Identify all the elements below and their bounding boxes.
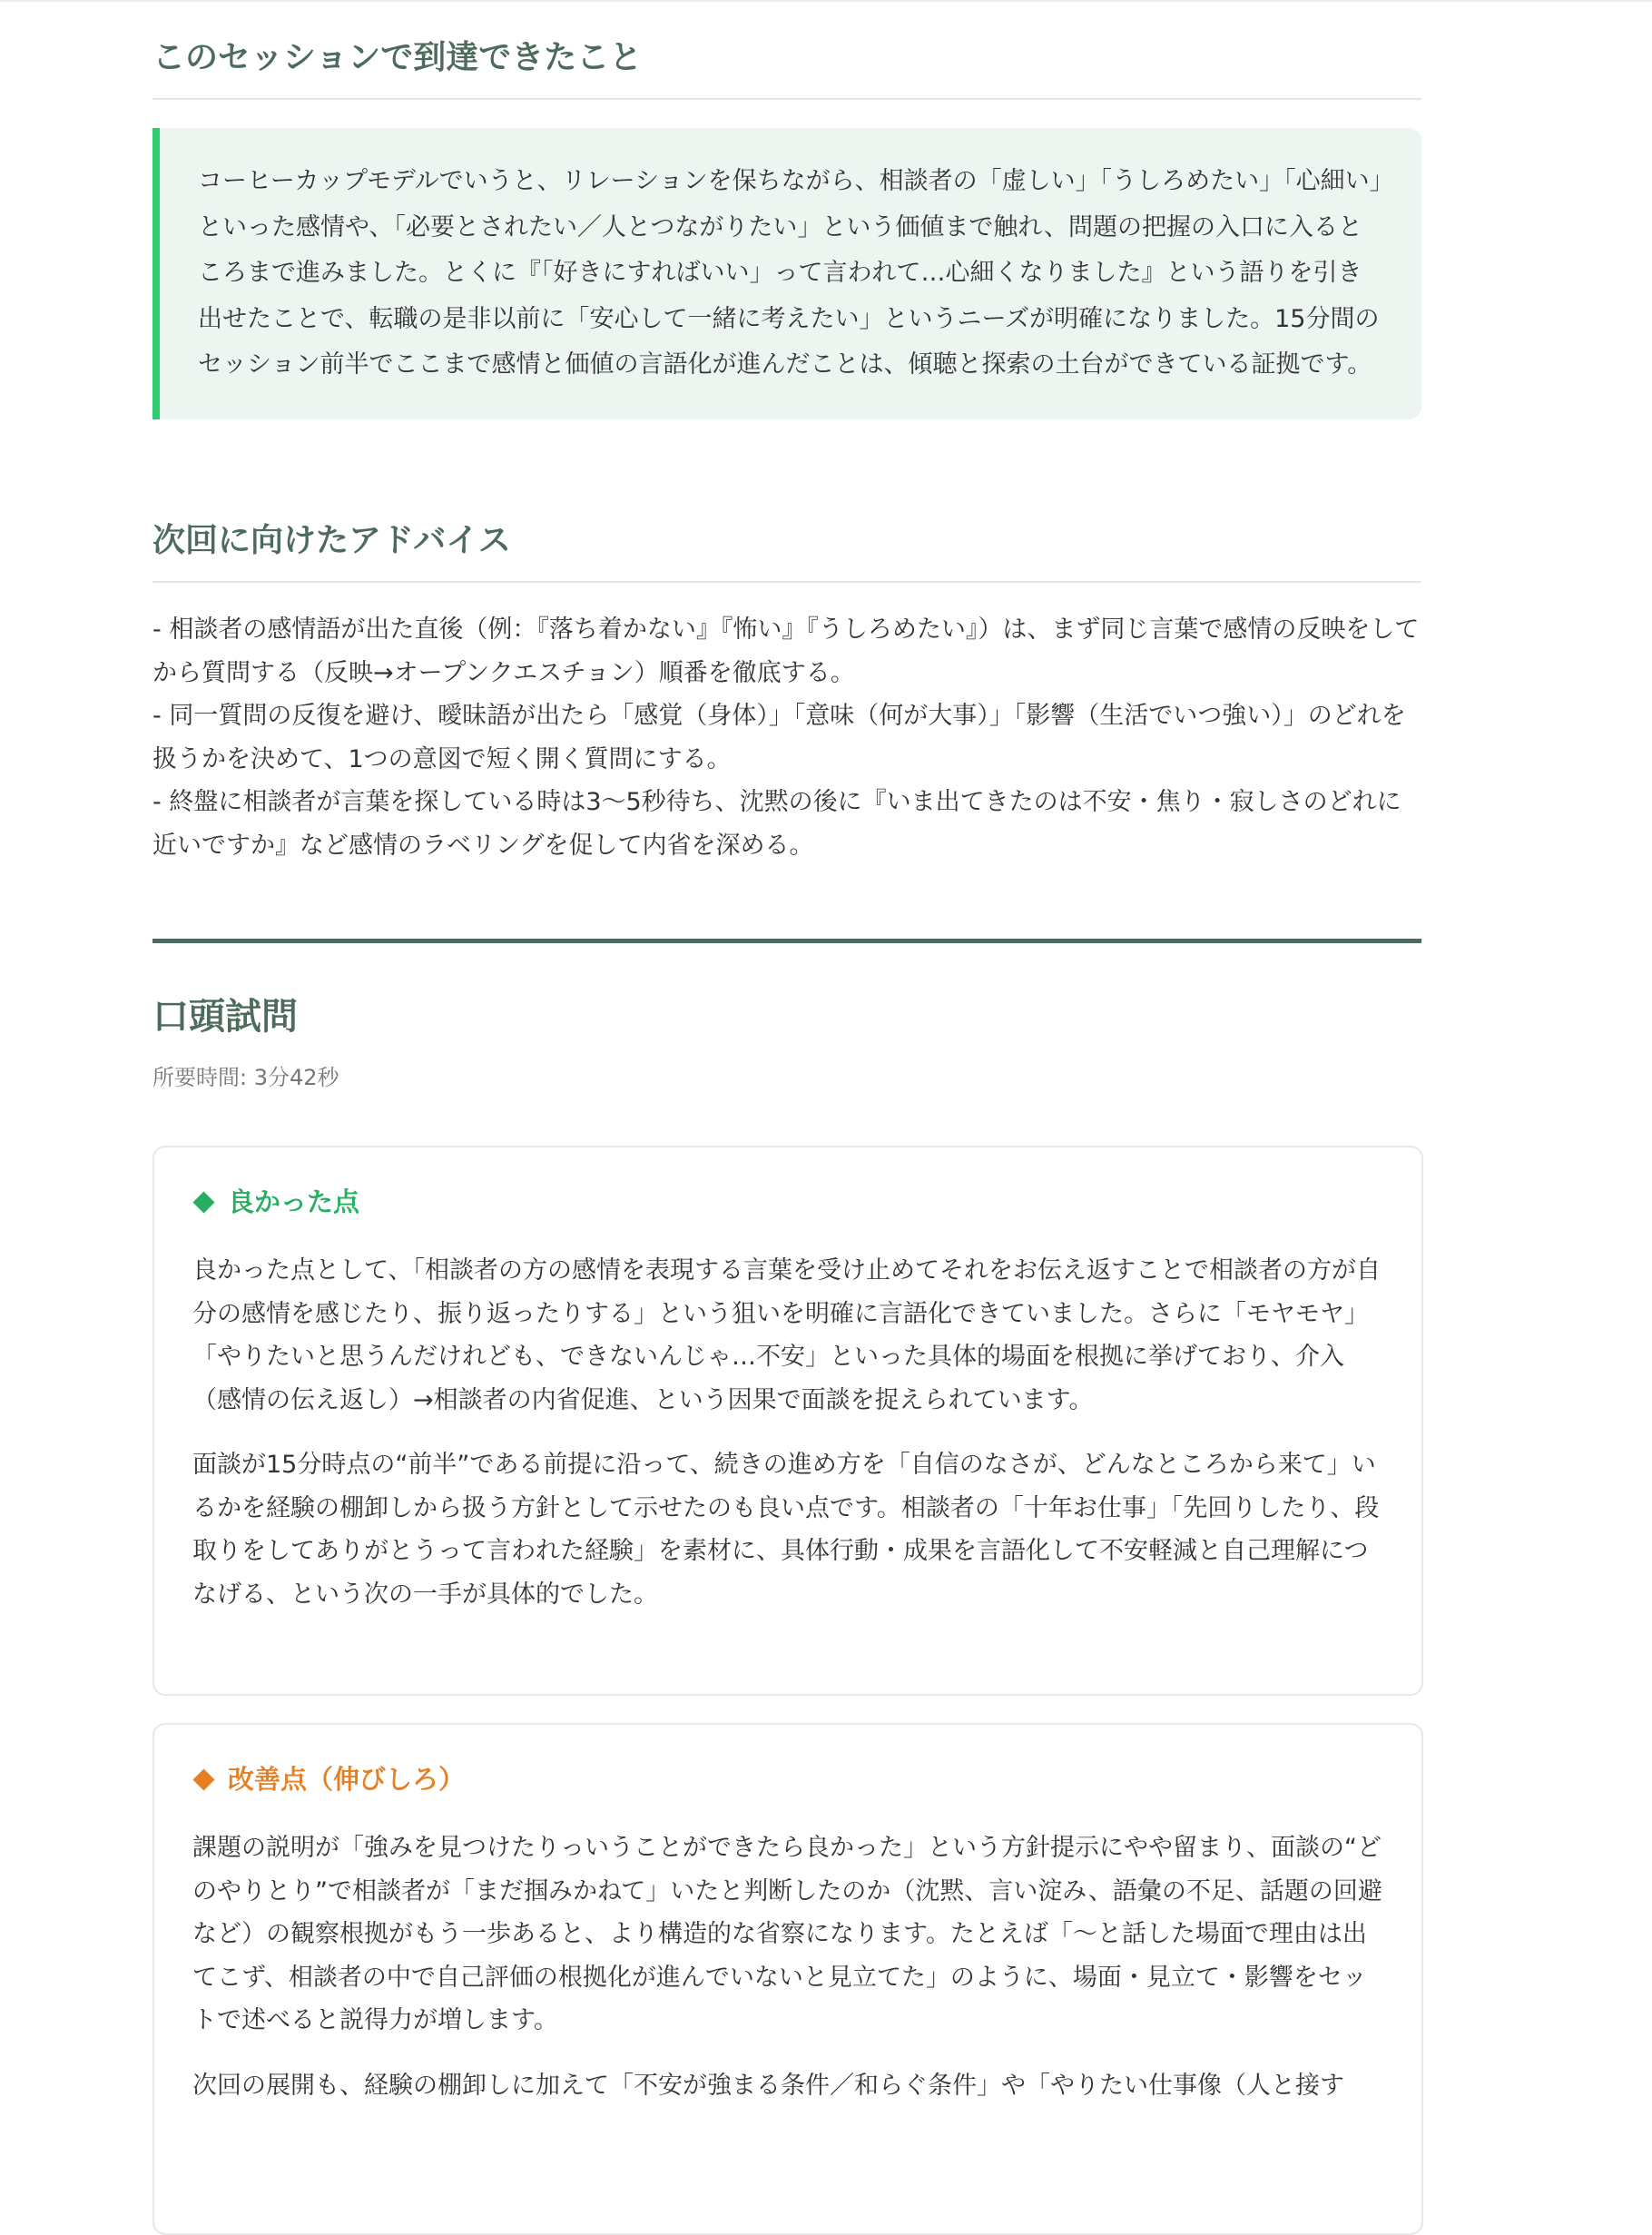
advice-item: - 相談者の感情語が出た直後（例：『落ち着かない』『怖い』『うしろめたい』）は、まず同じ言葉で感情の反映をしてから質問する（反映→オープンクエスチョン）順番を徹底する。 bbox=[152, 615, 1420, 687]
advice-list bbox=[152, 608, 1421, 867]
diamond-icon bbox=[192, 1768, 214, 1790]
achieved-section bbox=[152, 36, 1421, 419]
advice-item: - 終盤に相談者が言葉を探している時は3〜5秒待ち、沈黙の後に『いま出てきたのは不安・焦り・寂しさのどれに近いですか』など感情のラベリングを促して内省を深める。 bbox=[152, 788, 1401, 860]
advice-item: - 同一質問の反復を避け、曖昧語が出たら「感覚（身体）」「意味（何が大事）」「影響（生活でいつ強い）」のどれを扱うかを決めて、1つの意図で短く開く質問にする。 bbox=[152, 702, 1406, 773]
section-divider bbox=[152, 939, 1421, 943]
diamond-icon bbox=[192, 1191, 214, 1213]
achieved-title: このセッションで到達できたこと bbox=[152, 39, 643, 76]
good-points-heading-label: 良かった点 bbox=[228, 1186, 360, 1217]
good-points-paragraph: 良かった点として、「相談者の方の感情を表現する言葉を受け止めてそれをお伝え返すことで相談者の方が自分の感情を感じたり、振り返ったりする」という狙いを明確に言語化できていました。さらに「モヤモヤ」「やりたいと思うんだけれども、できないんじゃ…不安」といった具体的場面を根拠に挙げており、介入（感情の伝え返し）→相談者の内省促進、という因果で面談を捉えられています。 bbox=[192, 1256, 1381, 1414]
improvement-points-paragraph: 課題の説明が「強みを見つけたりっいうことができたら良かった」という方針提示にやや留まり、面談の“どのやりとり”で相談者が「まだ掴みかねて」いたと判断したのか（沈黙、言い淀み、語彙の不足、話題の回避など）の観察根拠がもう一歩あると、より構造的な省察になります。たとえば「〜と話した場面で理由は出てこず、相談者の中で自己評価の根拠化が進んでいないと見立てた」のように、場面・見立て・影響をセットで述べると説得力が増します。 bbox=[192, 1834, 1382, 2034]
top-divider bbox=[0, 0, 1652, 2]
achieved-summary-box: コーヒーカップモデルでいうと、リレーションを保ちながら、相談者の「虚しい」「うしろめたい」「心細い」といった感情や、「必要とされたい／人とつながりたい」という価値まで触れ、問題の把握の入口に入るところまで進みました。とくに『「好きにすればいい」って言われて…心細くなりました』という語りを引き出せたことで、転職の是非以前に「安心して一緒に考えたい」というニーズが明確になりました。15分間のセッション前半でここまで感情と価値の言語化が進んだことは、傾聴と探索の土台ができている証拠です。 bbox=[152, 128, 1421, 419]
good-points-heading bbox=[192, 1184, 1385, 1220]
oral-exam-title: 口頭試問 bbox=[152, 996, 298, 1038]
advice-rule bbox=[152, 581, 1421, 583]
improvement-points-heading-label: 改善点（伸びしろ） bbox=[228, 1764, 466, 1795]
oral-exam-section bbox=[152, 991, 1421, 1093]
good-points-card bbox=[152, 1146, 1423, 1696]
advice-section bbox=[152, 519, 1421, 867]
oral-exam-duration: 所要時間: 3分42秒 bbox=[152, 1065, 339, 1090]
achieved-rule bbox=[152, 98, 1421, 100]
improvement-points-heading bbox=[192, 1761, 1385, 1797]
good-points-paragraph: 面談が15分時点の“前半”である前提に沿って、続きの進め方を「自信のなさが、どんなところから来て」いるかを経験の棚卸しから扱う方針として示せたのも良い点です。相談者の「十年お仕事」「先回りしたり、段取りをしてありがとうって言われた経験」を素材に、具体行動・成果を言語化して不安軽減と自己理解につなげる、という次の一手が具体的でした。 bbox=[192, 1451, 1380, 1609]
improvement-points-card bbox=[152, 1723, 1423, 2235]
improvement-points-paragraph: 次回の展開も、経験の棚卸しに加えて「不安が強まる条件／和らぐ条件」や「やりたい仕事像（人と接す bbox=[192, 2071, 1344, 2100]
advice-title: 次回に向けたアドバイス bbox=[152, 522, 511, 559]
